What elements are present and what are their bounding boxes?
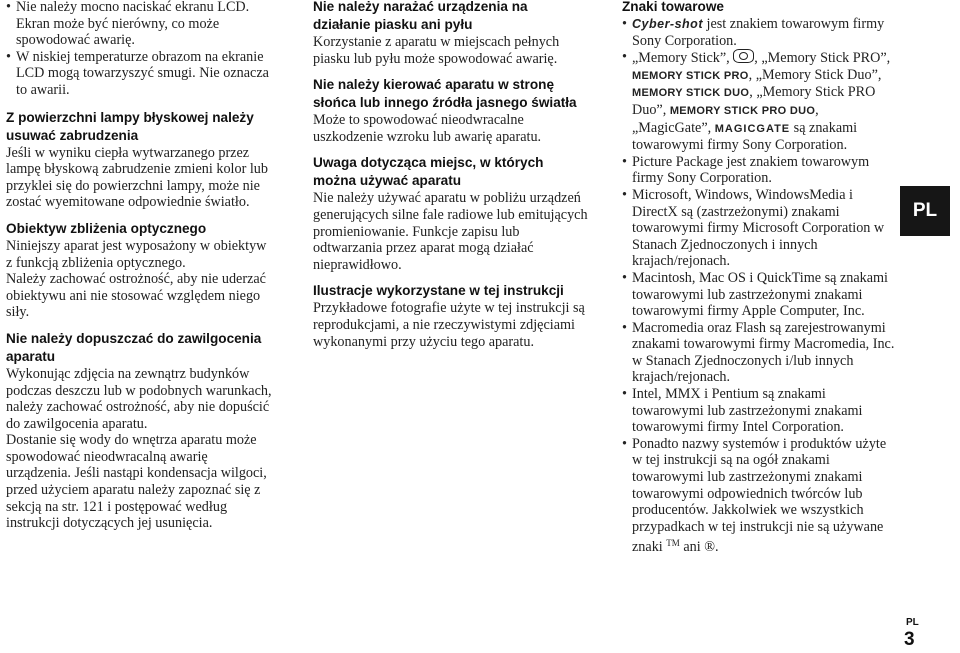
memory-stick-pro-duo-logo: MEMORY STICK PRO DUO [669,104,816,117]
column-1 [6,0,274,532]
paragraph: Przykładowe fotografie użyte w tej instrukcji są reprodukcjami, a nie rzeczywistymi zdjęciami wykonanymi przy użyciu tego aparatu. [313,300,585,350]
section-heading-flash-lamp: Z powierzchni lampy błyskowej należy usuwać zabrudzenia [6,109,254,143]
paragraph: Nie należy używać aparatu w pobliżu urządzeń generujących silne fale radiowe lub emitujących promieniowanie. Funkcje zapisu lub odtwarzania przez aparat mogą działać nieprawidłowo. [313,190,588,273]
list-item: • Picture Package jest znakiem towarowym firmy Sony Corporation. [622,154,897,187]
column-2 [313,0,588,350]
list-item-text: „Memory Stick”, [632,50,730,67]
list-item: • Macromedia oraz Flash są zarejestrowanymi znakami towarowymi firmy Macromedia, Inc. w Stanach Zjednoczonych i/lub innych krajach/rejonach. [622,320,897,386]
list-item: • Macintosh, Mac OS i QuickTime są znakami towarowymi lub zastrzeżonymi znakami towarowymi firmy Apple Computer, Inc. [622,270,897,320]
memory-stick-icon [733,49,754,63]
list-item [622,436,897,556]
memory-stick-duo-logo: MEMORY STICK DUO [632,87,750,100]
paragraph: Dostanie się wody do wnętrza aparatu może spowodować nieodwracalną awarię urządzenia. Jeśli nastąpi kondensacja wilgoci, przed użyciem aparatu należy zapoznać się z sekcją na str. 121 i postępować według instrukcji dotyczących jej usunięcia. [6,432,267,532]
list-item [622,16,897,49]
list-item: • W niskiej temperaturze obrazom na ekranie LCD mogą towarzyszyć smugi. Nie oznacza to awarii. [6,49,274,99]
page-number: 3 [904,629,915,650]
paragraph: Niniejszy aparat jest wyposażony w obiektyw z funkcją zbliżenia optycznego. [6,237,267,271]
section-heading-trademarks: Znaki towarowe [622,0,724,14]
list-item-text: , „Memory Stick PRO Duo”, [632,84,876,118]
paragraph: Korzystanie z aparatu w miejscach pełnych piasku lub pyłu może spowodować awarię. [313,34,560,67]
list-item-text: jest znakiem towarowym firmy Sony Corporation. [632,16,885,49]
list-item-text: , „Memory Stick PRO”, [754,50,891,67]
list-item-text: , „MagicGate”, [632,101,819,136]
section-heading-lens: Obiektyw zbliżenia optycznego [6,220,207,236]
list-item-text: , „Memory Stick Duo”, [748,66,882,83]
lcd-notes-list [6,0,274,99]
trademarks-list [622,16,897,556]
section-heading-illustrations: Ilustracje wykorzystane w tej instrukcji [313,283,564,299]
list-item: • Intel, MMX i Pentium są znakami towarowymi lub zastrzeżonymi znakami towarowymi firmy Intel Corporation. [622,386,897,436]
list-item-text: ani ®. [683,539,719,556]
footer-language: PL [906,617,919,628]
list-item: • Microsoft, Windows, WindowsMedia i DirectX są (zastrzeżonymi) znakami towarowymi firmy Microsoft Corporation w Stanach Zjednoczonych i innych krajach/rejonach. [622,187,897,270]
list-item-text: są znakami towarowymi firmy Sony Corporation. [632,119,858,154]
list-item: • Nie należy mocno naciskać ekranu LCD. Ekran może być nierówny, co może spowodować awarię. [6,0,274,49]
list-item [622,49,897,154]
column-3 [622,0,897,556]
section-heading-usage-places: Uwaga dotycząca miejsc, w których można używać aparatu [313,155,544,189]
list-item-text: Ponadto nazwy systemów i produktów użyte w tej instrukcji są na ogół znakami towarowymi lub zastrzeżonymi znakami towarowymi odpowiednich twórców lub producentów. Jakkolwiek we wszystkich przypadkach w tej instrukcji nie są używane znaki [632,435,887,556]
magicgate-logo: MAGICGATE [714,122,791,135]
trademark-superscript: TM [666,538,680,549]
paragraph: Wykonując zdjęcia na zewnątrz budynków podczas deszczu lub w podobnych warunkach, należy zachować ostrożność, aby nie dopuścić do zawilgocenia aparatu. [6,365,272,432]
paragraph: Może to spowodować nieodwracalne uszkodzenie wzroku lub awarię aparatu. [313,112,542,145]
paragraph: Jeśli w wyniku ciepła wytwarzanego przez lampę błyskową zabrudzenie zmieni kolor lub przyklei się do powierzchni lampy, może nie zostać wyemitowane odpowiednie światło. [6,144,268,211]
paragraph: Należy zachować ostrożność, aby nie uderzać obiektywu ani nie stosować względem niego siły. [6,271,266,321]
section-heading-sun: Nie należy kierować aparatu w stronę słońca lub innego źródła jasnego światła [313,77,577,111]
section-heading-moisture: Nie należy dopuszczać do zawilgocenia aparatu [6,330,262,364]
cybershot-logo: Cyber-shot [632,17,703,31]
section-heading-sand-dust: Nie należy narażać urządzenia na działanie piasku ani pyłu [313,0,528,32]
memory-stick-pro-logo: MEMORY STICK PRO [632,69,749,82]
language-tab: PL [900,186,950,236]
